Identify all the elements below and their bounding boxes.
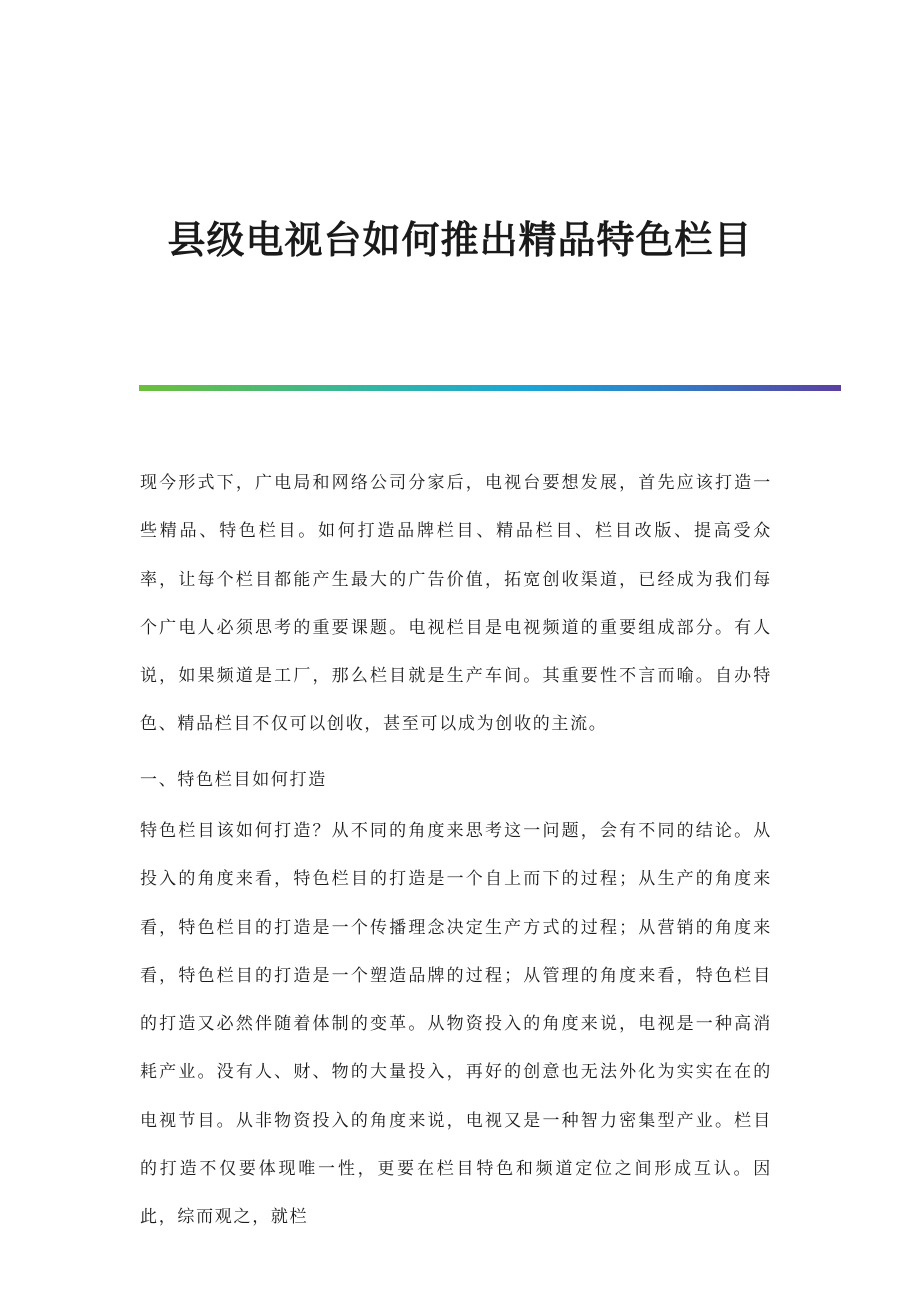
section-heading: 一、特色栏目如何打造 <box>140 770 327 790</box>
page-title: 县级电视台如何推出精品特色栏目 <box>167 217 753 262</box>
body-paragraph: 现今形式下，广电局和网络公司分家后，电视台要想发展，首先应该打造一些精品、特色栏目。如何打造品牌栏目、精品栏目、栏目改版、提高受众率，让每个栏目都能产生最大的广告价值，拓宽创收渠道，已经成为我们每个广电人必须思考的重要课题。电视栏目是电视频道的重要组成部分。有人说，如果频道是工厂，那么栏目就是生产车间。其重要性不言而喻。自办特色、精品栏目不仅可以创收，甚至可以成为创收的主流。 <box>140 473 772 735</box>
title-divider <box>139 385 841 391</box>
body-paragraph: 特色栏目该如何打造？从不同的角度来思考这一问题，会有不同的结论。从投入的角度来看，特色栏目的打造是一个自上而下的过程；从生产的角度来看，特色栏目的打造是一个传播理念决定生产方式的过程；从营销的角度来看，特色栏目的打造是一个塑造品牌的过程；从管理的角度来看，特色栏目的打造又必然伴随着体制的变革。从物资投入的角度来说，电视是一种高消耗产业。没有人、财、物的大量投入，再好的创意也无法外化为实实在在的电视节目。从非物资投入的角度来说，电视又是一种智力密集型产业。栏目的打造不仅要体现唯一性，更要在栏目特色和频道定位之间形成互认。因此，综而观之，就栏 <box>140 821 772 1228</box>
